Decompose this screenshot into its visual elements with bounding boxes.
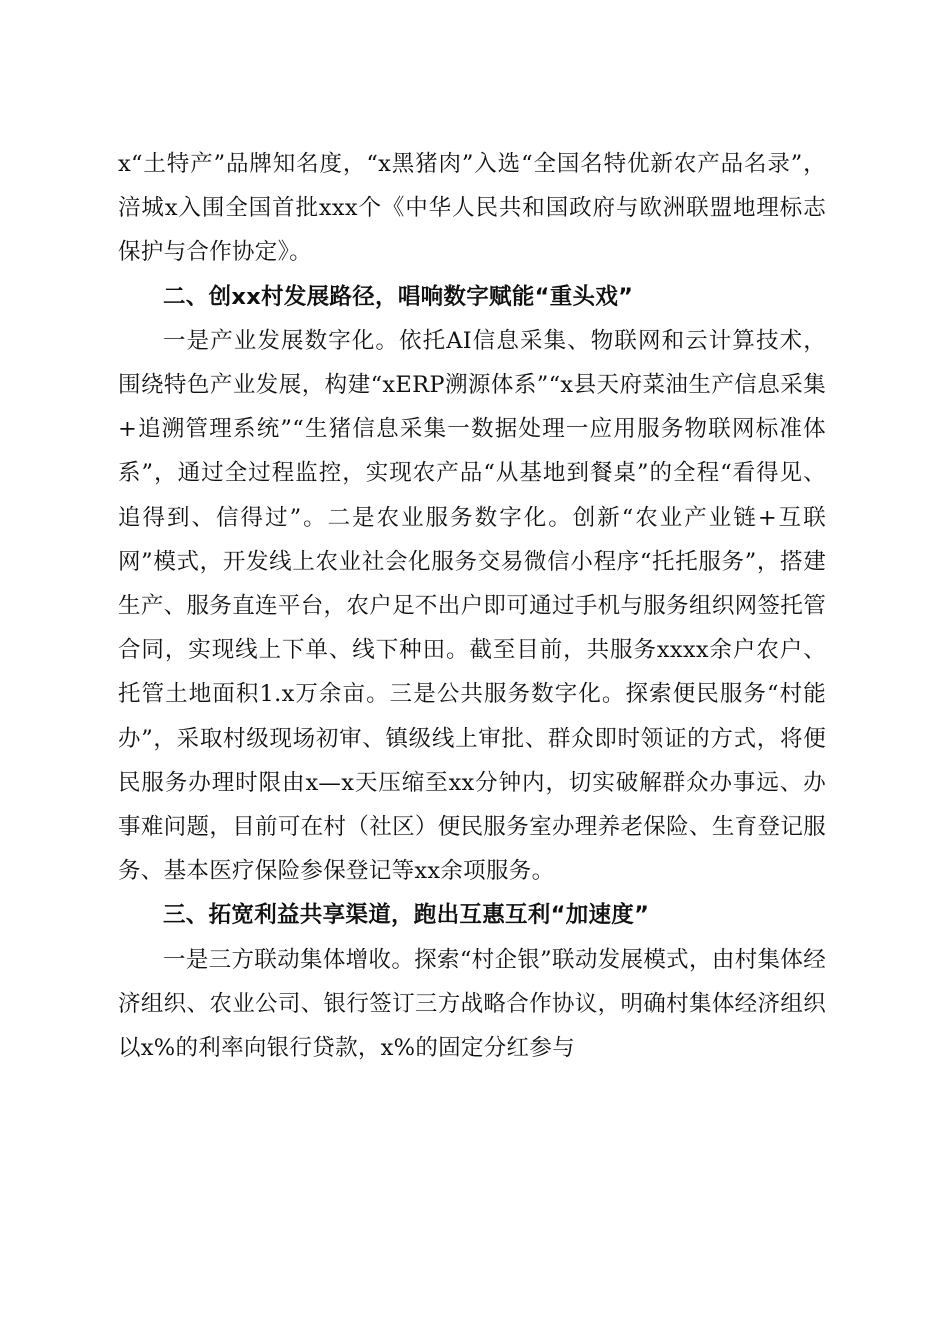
- document-body: [118, 142, 826, 1070]
- paragraph-digital-empowerment: 一是产业发展数字化。依托AI信息采集、物联网和云计算技术，围绕特色产业发展，构建“xERP溯源体系”“x县天府菜油生产信息采集+追溯管理系统”“生猪信息采集一数据处理一应用服务物联网标准体系”，通过全过程监控，实现农产品“从基地到餐桌”的全程“看得见、追得到、信得过”。二是农业服务数字化。创新“农业产业链+互联网”模式，开发线上农业社会化服务交易微信小程序“托托服务”，搭建生产、服务直连平台，农户足不出户即可通过手机与服务组织网签托管合同，实现线上下单、线下种田。截至目前，共服务xxxx余户农户、托管土地面积1.x万余亩。三是公共服务数字化。探索便民服务“村能办”，采取村级现场初审、镇级线上审批、群众即时领证的方式，将便民服务办理时限由x—x天压缩至xx分钟内，切实破解群众办事远、办事难问题，目前可在村（社区）便民服务室办理养老保险、生育登记服务、基本医疗保险参保登记等xx余项服务。: [118, 327, 826, 885]
- section-heading-3: 三、拓宽利益共享渠道，跑出互惠互利“加速度”: [163, 902, 650, 929]
- paragraph-benefit-sharing: 一是三方联动集体增收。探索“村企银”联动发展模式，由村集体经济组织、农业公司、银行签订三方战略合作协议，明确村集体经济组织以x%的利率向银行贷款，x%的固定分红参与: [118, 946, 826, 1062]
- paragraph-continuation: x“土特产”品牌知名度，“x黑猪肉”入选“全国名特优新农产品名录”，涪城x入围全国首批xxx个《中华人民共和国政府与欧洲联盟地理标志保护与合作协定》。: [118, 151, 826, 266]
- section-heading-2: 二、创xx村发展路径，唱响数字赋能“重头戏”: [163, 283, 634, 310]
